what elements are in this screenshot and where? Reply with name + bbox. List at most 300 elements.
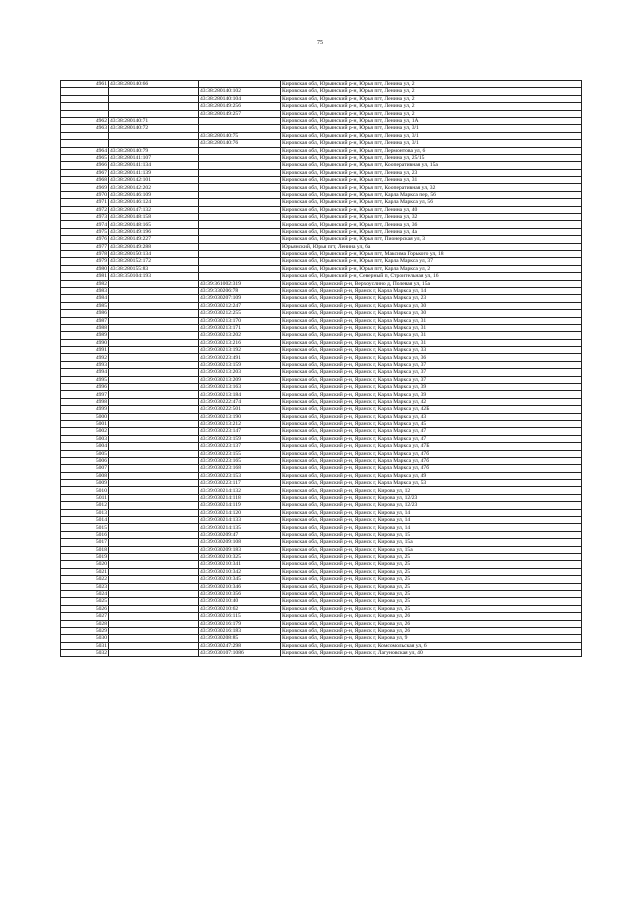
cadastral-number-secondary-cell: 43:39:030210:345 (199, 576, 281, 583)
table-row (61, 354, 582, 361)
cadastral-number-secondary-cell: 43:39:030216:183 (199, 627, 281, 634)
cadastral-number-secondary-cell: 43:39:030213:190 (199, 413, 281, 420)
address-cell: Кировская обл, Юрьянский р-н, Юрья пгт, Максима Горького ул, 18 (281, 250, 582, 257)
cadastral-number-primary-cell (109, 590, 199, 597)
address-cell: Кировская обл, Яранский р-н, Яранск г, Кирова ул, 15а (281, 539, 582, 546)
cadastral-number-secondary-cell (199, 206, 281, 213)
cadastral-number-primary-cell (109, 546, 199, 553)
cadastral-number-primary-cell (109, 531, 199, 538)
table-row (61, 472, 582, 479)
row-number-cell: 4989 (61, 332, 109, 339)
address-cell: Кировская обл, Яранский р-н, Яранск г, Кирова ул, 25 (281, 583, 582, 590)
cadastral-number-primary-cell (109, 627, 199, 634)
table-row (61, 154, 582, 161)
cadastral-number-secondary-cell: 43:39:030213:184 (199, 391, 281, 398)
address-cell: Кировская обл, Яранский р-н, Яранск г, Карла Маркса ул, 39 (281, 391, 582, 398)
address-cell: Кировская обл, Яранский р-н, Яранск г, Карла Маркса ул, 31 (281, 339, 582, 346)
address-cell: Кировская обл, Яранский р-н, Яранск г, Кирова ул, 14 (281, 524, 582, 531)
cadastral-number-primary-cell (109, 103, 199, 110)
table-row (61, 487, 582, 494)
cadastral-number-secondary-cell: 43:39:030223:491 (199, 354, 281, 361)
table-row (61, 502, 582, 509)
table-row (61, 561, 582, 568)
row-number-cell: 5027 (61, 613, 109, 620)
row-number-cell: 5022 (61, 576, 109, 583)
address-cell: Кировская обл, Яранский р-н, Яранск г, Карла Маркса ул, 42Б (281, 406, 582, 413)
address-cell: Кировская обл, Яранский р-н, Яранск г, Карла Маркса ул, 47б (281, 450, 582, 457)
address-cell: Кировская обл, Юрьянский р-н, Юрья пгт, Ленина ул, 3/1 (281, 125, 582, 132)
cadastral-number-secondary-cell (199, 191, 281, 198)
table-row (61, 583, 582, 590)
row-number-cell: 4963 (61, 125, 109, 132)
cadastral-number-primary-cell (109, 88, 199, 95)
address-cell: Кировская обл, Яранский р-н, Яранск г, Лагуновская ул, 40 (281, 650, 582, 657)
table-row (61, 384, 582, 391)
cadastral-number-primary-cell (109, 502, 199, 509)
table-row (61, 117, 582, 124)
table-row (61, 125, 582, 132)
address-cell: Кировская обл, Яранский р-н, Яранск г, Кирова ул, 14 (281, 509, 582, 516)
table-row (61, 428, 582, 435)
table-row (61, 339, 582, 346)
cadastral-number-primary-cell (109, 539, 199, 546)
row-number-cell: 5001 (61, 420, 109, 427)
table-row (61, 169, 582, 176)
table-row (61, 317, 582, 324)
row-number-cell: 5006 (61, 457, 109, 464)
table-row (61, 620, 582, 627)
cadastral-number-primary-cell (109, 650, 199, 657)
table-row (61, 184, 582, 191)
row-number-cell: 5032 (61, 650, 109, 657)
cadastral-number-secondary-cell: 43:38:280149:256 (199, 103, 281, 110)
row-number-cell: 4973 (61, 214, 109, 221)
table-row (61, 598, 582, 605)
address-cell: Кировская обл, Юрьянский р-н, Юрья пгт, Ленина ул, 3/1 (281, 132, 582, 139)
row-number-cell: 4988 (61, 324, 109, 331)
row-number-cell: 4979 (61, 258, 109, 265)
cadastral-number-secondary-cell: 43:39:030210:346 (199, 583, 281, 590)
cadastral-number-secondary-cell: 43:38:280140:76 (199, 140, 281, 147)
row-number-cell: 5021 (61, 568, 109, 575)
address-cell: Кировская обл, Юрьянский р-н, Юрья пгт, Ленина ул, 36 (281, 221, 582, 228)
table-row (61, 450, 582, 457)
row-number-cell: 4976 (61, 236, 109, 243)
cadastral-number-secondary-cell: 43:39:030212:255 (199, 310, 281, 317)
table-row (61, 635, 582, 642)
address-cell: Кировская обл, Яранский р-н, Яранск г, Карла Маркса ул, 36 (281, 354, 582, 361)
address-cell: Кировская обл, Яранский р-н, Яранск г, Карла Маркса ул, 47 (281, 428, 582, 435)
row-number-cell: 4986 (61, 310, 109, 317)
row-number-cell (61, 88, 109, 95)
cadastral-number-primary-cell (109, 132, 199, 139)
row-number-cell: 4974 (61, 221, 109, 228)
cadastral-number-secondary-cell: 43:39:030212:247 (199, 302, 281, 309)
cadastral-number-primary-cell (109, 361, 199, 368)
row-number-cell: 4992 (61, 354, 109, 361)
cadastral-number-primary-cell (109, 347, 199, 354)
address-cell: Кировская обл, Яранский р-н, Яранск г, Карла Маркса ул, 42 (281, 398, 582, 405)
cadastral-number-secondary-cell: 43:39:030207:109 (199, 295, 281, 302)
cadastral-number-secondary-cell: 43:39:030223:168 (199, 465, 281, 472)
address-cell: Кировская обл, Яранский р-н, Верхоуслино д, Полевая ул, 15а (281, 280, 582, 287)
cadastral-number-primary-cell (109, 524, 199, 531)
cadastral-number-primary-cell (109, 465, 199, 472)
cadastral-number-secondary-cell: 43:39:030213:203 (199, 369, 281, 376)
cadastral-number-secondary-cell: 43:39:030214:132 (199, 487, 281, 494)
cadastral-number-primary-cell (109, 642, 199, 649)
row-number-cell: 4987 (61, 317, 109, 324)
address-cell: Кировская обл, Юрьянский р-н, Юрья пгт, Кооперативная ул, 32 (281, 184, 582, 191)
row-number-cell: 4964 (61, 147, 109, 154)
table-row (61, 465, 582, 472)
table-row (61, 517, 582, 524)
address-cell: Кировская обл, Юрьянский р-н, Юрья пгт, Ленина ул, 1А (281, 117, 582, 124)
address-cell: Кировская обл, Яранский р-н, Яранск г, Карла Маркса ул, 31 (281, 332, 582, 339)
cadastral-number-secondary-cell: 43:39:030209:47 (199, 531, 281, 538)
cadastral-number-secondary-cell: 43:39:030223:153 (199, 472, 281, 479)
cadastral-number-primary-cell (109, 494, 199, 501)
row-number-cell: 5010 (61, 487, 109, 494)
row-number-cell: 4971 (61, 199, 109, 206)
cadastral-number-primary-cell: 43:38:280149:288 (109, 243, 199, 250)
address-cell: Кировская обл, Яранский р-н, Яранск г, Карла Маркса ул, 37 (281, 369, 582, 376)
cadastral-number-secondary-cell: 43:39:030209:108 (199, 539, 281, 546)
address-cell: Кировская обл, Юрьянский р-н, Северный п, Строительная ул, 16 (281, 273, 582, 280)
cadastral-number-secondary-cell: 43:38:280140:75 (199, 132, 281, 139)
cadastral-number-secondary-cell: 43:39:330206:78 (199, 287, 281, 294)
table-row (61, 265, 582, 272)
address-cell: Кировская обл, Юрьянский р-н, Юрья пгт, Ленина ул, 4а (281, 228, 582, 235)
table-row (61, 258, 582, 265)
cadastral-number-secondary-cell (199, 177, 281, 184)
cadastral-number-primary-cell: 43:38:280140:72 (109, 125, 199, 132)
table-row (61, 509, 582, 516)
table-row (61, 110, 582, 117)
cadastral-number-secondary-cell: 43:39:030210:325 (199, 554, 281, 561)
cadastral-number-secondary-cell: 43:39:030222:474 (199, 398, 281, 405)
table-row (61, 88, 582, 95)
table-row (61, 554, 582, 561)
cadastral-number-primary-cell (109, 576, 199, 583)
table-row (61, 206, 582, 213)
cadastral-number-primary-cell (109, 413, 199, 420)
row-number-cell: 4978 (61, 250, 109, 257)
row-number-cell: 5031 (61, 642, 109, 649)
table-row (61, 162, 582, 169)
row-number-cell: 5008 (61, 472, 109, 479)
table-row (61, 81, 582, 88)
cadastral-number-primary-cell (109, 487, 199, 494)
cadastral-number-primary-cell (109, 457, 199, 464)
cadastral-number-primary-cell: 43:38:280140:79 (109, 147, 199, 154)
table-row (61, 546, 582, 553)
cadastral-number-primary-cell (109, 384, 199, 391)
cadastral-number-primary-cell (109, 332, 199, 339)
cadastral-number-primary-cell: 43:38:280146:109 (109, 191, 199, 198)
row-number-cell: 4995 (61, 376, 109, 383)
address-cell: Кировская обл, Юрьянский р-н, Юрья пгт, Ленина ул, 2 (281, 81, 582, 88)
row-number-cell: 5005 (61, 450, 109, 457)
table-row (61, 406, 582, 413)
row-number-cell: 5028 (61, 620, 109, 627)
address-cell: Кировская обл, Яранский р-н, Яранск г, Карла Маркса ул, 37 (281, 376, 582, 383)
cadastral-number-primary-cell (109, 568, 199, 575)
cadastral-number-secondary-cell (199, 243, 281, 250)
cadastral-number-primary-cell (109, 420, 199, 427)
address-cell: Кировская обл, Юрьянский р-н, Юрья пгт, Ленина ул, 31 (281, 177, 582, 184)
row-number-cell: 4991 (61, 347, 109, 354)
cadastral-number-secondary-cell: 43:39:030247:298 (199, 642, 281, 649)
cadastral-number-primary-cell (109, 369, 199, 376)
table-row (61, 590, 582, 597)
table-row (61, 103, 582, 110)
cadastral-number-primary-cell (109, 443, 199, 450)
table-row (61, 132, 582, 139)
row-number-cell: 5002 (61, 428, 109, 435)
address-cell: Кировская обл, Яранский р-н, Яранск г, Карла Маркса ул, 49 (281, 472, 582, 479)
table-row (61, 494, 582, 501)
table-row (61, 273, 582, 280)
cadastral-number-secondary-cell: 43:39:030223:147 (199, 428, 281, 435)
address-cell: Кировская обл, Яранский р-н, Яранск г, Карла Маркса ул, 47 (281, 435, 582, 442)
row-number-cell (61, 140, 109, 147)
address-cell: Кировская обл, Юрьянский р-н, Юрья пгт, Ленина ул, 3/1 (281, 140, 582, 147)
cadastral-number-secondary-cell: 43:39:030213:209 (199, 376, 281, 383)
table-row (61, 287, 582, 294)
cadastral-number-primary-cell: 43:38:280148:158 (109, 214, 199, 221)
table-row (61, 295, 582, 302)
row-number-cell: 5018 (61, 546, 109, 553)
row-number-cell (61, 132, 109, 139)
row-number-cell: 5023 (61, 583, 109, 590)
cadastral-number-secondary-cell: 43:39:361002:319 (199, 280, 281, 287)
row-number-cell (61, 110, 109, 117)
row-number-cell: 5016 (61, 531, 109, 538)
table-row (61, 605, 582, 612)
cadastral-number-primary-cell (109, 310, 199, 317)
cadastral-number-secondary-cell (199, 214, 281, 221)
cadastral-number-secondary-cell: 43:39:030223:117 (199, 480, 281, 487)
row-number-cell: 4981 (61, 273, 109, 280)
row-number-cell: 4996 (61, 384, 109, 391)
table-row (61, 250, 582, 257)
cadastral-number-secondary-cell (199, 154, 281, 161)
table-row (61, 140, 582, 147)
cadastral-number-primary-cell (109, 554, 199, 561)
cadastral-number-primary-cell (109, 324, 199, 331)
address-cell: Кировская обл, Юрьянский р-н, Юрья пгт, Ленина ул, 2 (281, 110, 582, 117)
cadastral-number-secondary-cell: 43:39:030209:183 (199, 546, 281, 553)
table-row (61, 420, 582, 427)
cadastral-number-primary-cell (109, 376, 199, 383)
table-row (61, 324, 582, 331)
cadastral-number-secondary-cell: 43:39:030210:342 (199, 568, 281, 575)
row-number-cell: 5012 (61, 502, 109, 509)
row-number-cell: 5026 (61, 605, 109, 612)
table-row (61, 199, 582, 206)
cadastral-number-secondary-cell: 43:38:280140:102 (199, 88, 281, 95)
cadastral-number-primary-cell (109, 95, 199, 102)
cadastral-number-secondary-cell (199, 147, 281, 154)
row-number-cell: 5019 (61, 554, 109, 561)
cadastral-number-primary-cell (109, 287, 199, 294)
cadastral-number-secondary-cell: 43:39:030210:62 (199, 605, 281, 612)
cadastral-number-secondary-cell: 43:39:030208:85 (199, 635, 281, 642)
cadastral-number-secondary-cell: 43:39:030216:115 (199, 613, 281, 620)
cadastral-number-secondary-cell: 43:38:280149:257 (199, 110, 281, 117)
table-row (61, 191, 582, 198)
cadastral-number-secondary-cell: 43:39:030223:137 (199, 443, 281, 450)
table-row (61, 347, 582, 354)
table-row (61, 361, 582, 368)
table-row (61, 539, 582, 546)
cadastral-number-primary-cell: 43:38:280155:83 (109, 265, 199, 272)
row-number-cell (61, 103, 109, 110)
cadastral-number-secondary-cell (199, 162, 281, 169)
address-cell: Кировская обл, Яранский р-н, Яранск г, Карла Маркса ул, 30 (281, 310, 582, 317)
cadastral-number-secondary-cell: 43:39:030214:133 (199, 517, 281, 524)
cadastral-number-primary-cell (109, 472, 199, 479)
address-cell: Кировская обл, Юрьянский р-н, Юрья пгт, Ленина ул, 40 (281, 206, 582, 213)
cadastral-number-secondary-cell: 43:39:030213:159 (199, 361, 281, 368)
row-number-cell: 4969 (61, 184, 109, 191)
row-number-cell: 4980 (61, 265, 109, 272)
address-cell: Кировская обл, Яранский р-н, Яранск г, Карла Маркса ул, 30 (281, 302, 582, 309)
cadastral-number-secondary-cell: 43:39:030213:202 (199, 332, 281, 339)
table-row (61, 568, 582, 575)
row-number-cell: 5003 (61, 435, 109, 442)
cadastral-number-secondary-cell: 43:39:030223:159 (199, 435, 281, 442)
address-cell: Кировская обл, Яранский р-н, Яранск г, Кирова ул, 12 (281, 487, 582, 494)
cadastral-number-primary-cell (109, 620, 199, 627)
cadastral-number-secondary-cell: 43:39:030214:119 (199, 502, 281, 509)
cadastral-number-primary-cell (109, 428, 199, 435)
cadastral-number-secondary-cell: 43:39:030214:120 (199, 509, 281, 516)
row-number-cell: 4965 (61, 154, 109, 161)
cadastral-number-secondary-cell: 43:39:030222:501 (199, 406, 281, 413)
cadastral-number-secondary-cell: 43:39:030213:192 (199, 347, 281, 354)
row-number-cell: 4962 (61, 117, 109, 124)
row-number-cell: 4993 (61, 361, 109, 368)
cadastral-number-secondary-cell: 43:39:030223:165 (199, 457, 281, 464)
table-row (61, 531, 582, 538)
address-cell: Кировская обл, Яранский р-н, Яранск г, Кирова ул, 25 (281, 568, 582, 575)
table-row (61, 243, 582, 250)
address-cell: Кировская обл, Яранский р-н, Яранск г, Кирова ул, 26 (281, 627, 582, 634)
row-number-cell: 4999 (61, 406, 109, 413)
table-row (61, 613, 582, 620)
cadastral-number-primary-cell: 43:38:280141:107 (109, 154, 199, 161)
address-cell: Кировская обл, Яранский р-н, Яранск г, Карла Маркса ул, 43 (281, 413, 582, 420)
row-number-cell: 5029 (61, 627, 109, 634)
cadastral-number-secondary-cell (199, 250, 281, 257)
address-cell: Кировская обл, Юрьянский р-н, Юрья пгт, Ленина ул, 2 (281, 88, 582, 95)
cadastral-number-primary-cell (109, 354, 199, 361)
address-cell: Кировская обл, Яранский р-н, Яранск г, Карла Маркса ул, 47б (281, 457, 582, 464)
address-cell: Кировская обл, Яранский р-н, Яранск г, Кирова ул, 25 (281, 561, 582, 568)
cadastral-number-primary-cell: 43:38:280149:196 (109, 228, 199, 235)
address-cell: Кировская обл, Яранский р-н, Яранск г, Кирова ул, 25 (281, 598, 582, 605)
cadastral-number-secondary-cell: 43:39:030107:1086 (199, 650, 281, 657)
table-row (61, 435, 582, 442)
cadastral-number-primary-cell (109, 110, 199, 117)
table-row (61, 95, 582, 102)
cadastral-number-primary-cell (109, 583, 199, 590)
cadastral-number-primary-cell (109, 391, 199, 398)
cadastral-number-secondary-cell (199, 236, 281, 243)
row-number-cell: 5024 (61, 590, 109, 597)
address-cell: Кировская обл, Юрьянский р-н, Юрья пгт, Пионерская ул, 3 (281, 236, 582, 243)
table-row (61, 177, 582, 184)
table-row (61, 627, 582, 634)
table-row (61, 480, 582, 487)
address-cell: Кировская обл, Юрьянский р-н, Юрья пгт, Ленина ул, 23 (281, 169, 582, 176)
address-cell: Кировская обл, Яранский р-н, Яранск г, Карла Маркса ул, 37 (281, 361, 582, 368)
row-number-cell: 5015 (61, 524, 109, 531)
table-row (61, 443, 582, 450)
cadastral-number-secondary-cell (199, 199, 281, 206)
address-cell: Кировская обл, Юрьянский р-н, Юрья пгт, Карла Маркса ул, 56 (281, 199, 582, 206)
page-number: 75 (317, 40, 323, 46)
address-cell: Кировская обл, Яранский р-н, Яранск г, Карла Маркса ул, 53 (281, 480, 582, 487)
cadastral-number-primary-cell (109, 635, 199, 642)
row-number-cell: 4970 (61, 191, 109, 198)
table-row (61, 310, 582, 317)
cadastral-number-primary-cell (109, 561, 199, 568)
table-row (61, 524, 582, 531)
row-number-cell: 5009 (61, 480, 109, 487)
address-cell: Кировская обл, Яранский р-н, Яранск г, Кирова ул, 15 (281, 531, 582, 538)
property-registry-table (60, 80, 582, 657)
address-cell: Кировская обл, Юрьянский р-н, Юрья пгт, Карла Маркса пер, 56 (281, 191, 582, 198)
cadastral-number-secondary-cell: 43:39:030213:163 (199, 384, 281, 391)
row-number-cell: 5025 (61, 598, 109, 605)
address-cell: Кировская обл, Яранский р-н, Яранск г, Кирова ул, 25 (281, 576, 582, 583)
cadastral-number-primary-cell (109, 317, 199, 324)
address-cell: Кировская обл, Яранский р-н, Яранск г, Кирова ул, 15а (281, 546, 582, 553)
address-cell: Кировская обл, Юрьянский р-н, Юрья пгт, Кооперативная ул, 15а (281, 162, 582, 169)
cadastral-number-primary-cell (109, 509, 199, 516)
table-row (61, 576, 582, 583)
cadastral-number-primary-cell: 43:38:280140:71 (109, 117, 199, 124)
address-cell: Кировская обл, Яранский р-н, Яранск г, Кирова ул, 26 (281, 613, 582, 620)
table-row (61, 302, 582, 309)
row-number-cell: 5017 (61, 539, 109, 546)
row-number-cell: 4998 (61, 398, 109, 405)
address-cell: Кировская обл, Яранский р-н, Яранск г, Кирова ул, 25 (281, 590, 582, 597)
cadastral-number-secondary-cell: 43:39:030223:155 (199, 450, 281, 457)
cadastral-number-primary-cell (109, 295, 199, 302)
row-number-cell: 5020 (61, 561, 109, 568)
cadastral-number-primary-cell (109, 480, 199, 487)
address-cell: Кировская обл, Юрьянский р-н, Юрья пгт, Карла Маркса ул, 37 (281, 258, 582, 265)
address-cell: Кировская обл, Яранский р-н, Яранск г, Карла Маркса ул, 31 (281, 324, 582, 331)
table-row (61, 457, 582, 464)
address-cell: Кировская обл, Яранский р-н, Яранск г, Кирова ул, 12/23 (281, 502, 582, 509)
cadastral-number-secondary-cell: 43:39:030213:171 (199, 324, 281, 331)
row-number-cell: 4982 (61, 280, 109, 287)
cadastral-number-secondary-cell: 43:39:030210:40 (199, 598, 281, 605)
address-cell: Кировская обл, Юрьянский р-н, Юрья пгт, Лермонтова ул, 6 (281, 147, 582, 154)
address-cell: Кировская обл, Юрьянский р-н, Юрья пгт, Ленина ул, 2 (281, 95, 582, 102)
cadastral-number-primary-cell (109, 406, 199, 413)
cadastral-number-primary-cell: 43:38:280141:134 (109, 162, 199, 169)
cadastral-number-secondary-cell (199, 81, 281, 88)
table-row (61, 228, 582, 235)
row-number-cell: 4968 (61, 177, 109, 184)
cadastral-number-secondary-cell: 43:39:030214:118 (199, 494, 281, 501)
